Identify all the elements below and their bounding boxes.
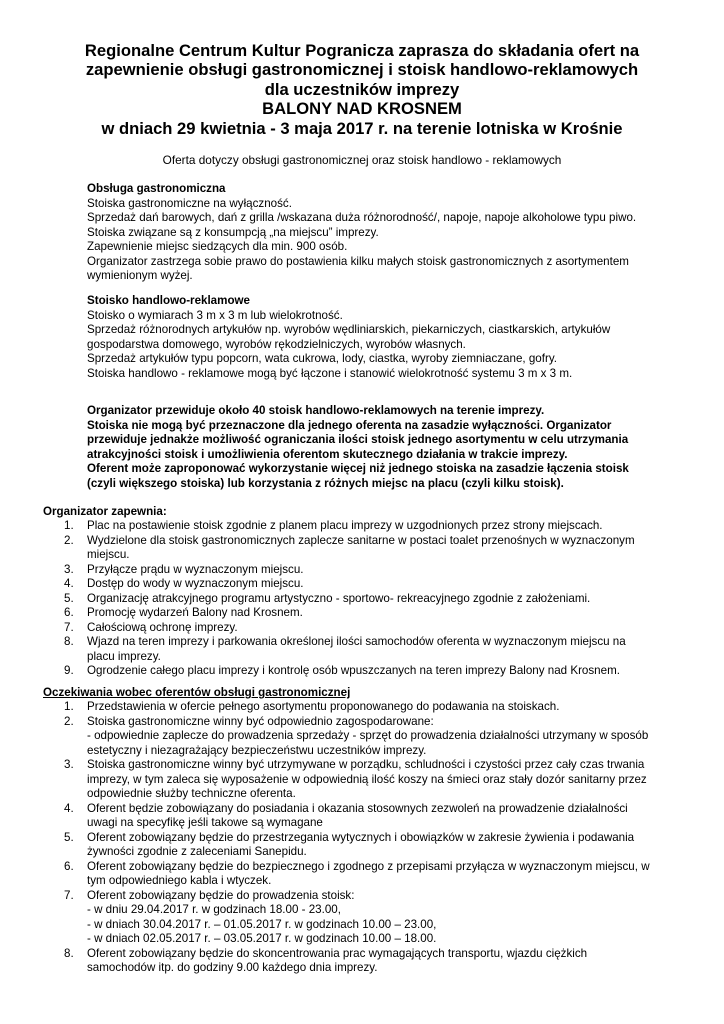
list-item-number: 9. [64,664,74,677]
list-item-number: 3. [64,758,74,771]
list-item-text: Promocję wydarzeń Balony nad Krosnem. [87,606,303,619]
list-item-number: 4. [64,577,74,590]
gastronomy-line: Stoiska gastronomiczne na wyłączność. [87,196,292,210]
list-item-text: - odpowiednie zaplecze do prowadzenia sprzedaży - sprzęt do prowadzenia działalności utrzymany w sposób [87,729,649,742]
gastronomy-line: Zapewnienie miejsc siedzących dla min. 900 osób. [87,240,348,253]
list-item-number: 6. [64,859,74,873]
expectation-item [43,802,673,831]
document-header [40,41,684,138]
list-item-text: samochodów itp. do godziny 9.00 każdego dnia imprezy. [87,961,378,974]
list-item-text: Ogrodzenie całego placu imprezy i kontrolę osób wpuszczanych na teren imprezy Balony nad Krosnem. [87,664,620,677]
list-item-text: estetyczny i niezagrażający bezpieczeństwu uczestników imprezy. [87,743,427,757]
expectations-list [43,700,673,976]
header-dates-location: w dniach 29 kwietnia - 3 maja 2017 r. na terenie lotniska w Krośnie [101,118,623,138]
list-item-text: Oferent zobowiązany będzie do prowadzenia stoisk: [87,888,355,902]
expectation-item [43,715,673,759]
list-item-text: Przyłącze prądu w wyznaczonym miejscu. [87,562,304,576]
organizer-provides-item [43,563,673,578]
list-item-text: - w dniach 30.04.2017 r. – 01.05.2017 r. w godzinach 10.00 – 23.00, [87,917,437,931]
expectation-item [43,700,673,715]
organizer-provides-item [43,592,673,607]
list-item-text: Oferent zobowiązany będzie do skoncentrowania prac wymagających transportu, wjazdu ciężkich [87,946,588,960]
header-line-2: zapewnienie obsługi gastronomicznej i stoisk handlowo-reklamowych [85,60,639,80]
gastronomy-line: Stoiska związane są z konsumpcją „na miejscu” imprezy. [87,225,379,239]
trade-stand-line: Stoiska handlowo - reklamowe mogą być łączone i stanowić wielokrotność systemu 3 m x 3 m. [87,366,573,380]
trade-stand-section [87,294,687,381]
notice-line: atrakcyjności stoisk i umożliwienia oferentom skutecznego działania w trakcie imprezy. [87,447,568,461]
trade-stand-line: Sprzedaż różnorodnych artykułów np. wyrobów wędliniarskich, piekarniczych, ciastkarskich, artykułów [87,323,611,336]
list-item-text: Przedstawienia w ofercie pełnego asortymentu proponowanego do podawania na stoiskach. [87,700,560,713]
organizer-provides-item [43,577,673,592]
list-item-text: żywności zgodnie z zaleceniami Sanepidu. [87,845,307,858]
list-item-number: 5. [64,830,74,844]
expectations-title: Oczekiwania wobec oferentów obsługi gastronomicznej [43,686,351,699]
list-item-number: 8. [64,946,74,960]
list-item-text: Wjazd na teren imprezy i parkowania określonej ilości samochodów oferenta w wyznaczonym miejscu na [87,635,626,648]
list-item-text: Oferent zobowiązany będzie do przestrzegania wytycznych i obowiązków w zakresie żywienia i podawania [87,830,635,844]
list-item-number: 7. [64,888,74,902]
document-subtitle: Oferta dotyczy obsługi gastronomicznej oraz stoisk handlowo - reklamowych [162,153,562,167]
list-item-number: 2. [64,714,74,728]
list-item-number: 7. [64,620,74,634]
header-line-1: Regionalne Centrum Kultur Pogranicza zaprasza do składania ofert na [84,41,640,60]
list-item-text: imprezy, w tym zaleca się wyposażenie w odpowiednią ilość koszy na śmieci oraz stały dozór sanitarny przez [87,772,647,786]
list-item-text: odpowiednie służby techniczne oferenta. [87,787,296,800]
gastronomy-title: Obsługa gastronomiczna [87,182,226,195]
list-item-number: 4. [64,801,74,815]
organizer-provides-item [43,664,673,679]
trade-stand-line: Stoisko o wymiarach 3 m x 3 m lub wielokrotność. [87,308,343,322]
gastronomy-line: wymienionym wyżej. [87,269,193,282]
organizer-provides-title: Organizator zapewnia: [43,505,167,518]
list-item-text: Wydzielone dla stoisk gastronomicznych zaplecze sanitarne w postaci toalet przenośnych w wyznaczonym [87,533,635,547]
notice-line: (czyli większego stoiska) lub korzystania z różnych miejsc na placu (czyli kilku stoisk). [87,476,564,490]
notice-line: przewiduje jednakże możliwość ograniczania ilości stoisk jednego asortymentu w celu utrzymania [87,433,629,446]
list-item-number: 1. [64,700,74,713]
gastronomy-line: Sprzedaż dań barowych, dań z grilla /wskazana duża różnorodność/, napoje, napoje alkoholowe typu piwo. [87,211,637,224]
trade-stand-line: gospodarstwa domowego, wyrobów rękodzielniczych, wyrobów własnych. [87,337,466,351]
list-item-text: uwagi na specyfikę jeśli takowe są wymagane [87,816,323,829]
list-item-text: - w dniu 29.04.2017 r. w godzinach 18.00 - 23.00, [87,903,341,916]
organizer-provides-item [43,635,673,664]
trade-stand-line: Sprzedaż artykułów typu popcorn, wata cukrowa, lody, ciastka, wyroby ziemniaczane, gofry. [87,352,557,365]
list-item-number: 8. [64,635,74,648]
list-item-text: Całościową ochronę imprezy. [87,620,238,634]
list-item-text: Dostęp do wody w wyznaczonym miejscu. [87,577,304,590]
list-item-number: 2. [64,533,74,547]
list-item-text: Organizację atrakcyjnego programu artystyczno - sportowo- rekreacyjnego zgodnie z założeniami. [87,591,591,605]
organizer-provides-item [43,519,673,534]
expectation-item [43,831,673,860]
list-item-text: placu imprezy. [87,649,161,663]
list-item-text: tym odpowiedniego kabla i wtyczek. [87,874,272,887]
expectation-item [43,889,673,947]
list-item-number: 5. [64,591,74,605]
gastronomy-section [87,182,687,284]
list-item-text: Stoiska gastronomiczne winny być odpowiednio zagospodarowane: [87,714,434,728]
organizer-notice [87,404,687,491]
gastronomy-line: Organizator zastrzega sobie prawo do postawienia kilku małych stoisk gastronomicznych z asortymentem [87,254,629,268]
list-item-number: 1. [64,519,74,532]
header-line-3: dla uczestników imprezy [264,79,460,99]
expectation-item [43,758,673,802]
organizer-provides-list [43,519,673,679]
notice-line: Organizator przewiduje około 40 stoisk handlowo-reklamowych na terenie imprezy. [87,404,545,417]
expectation-item [43,860,673,889]
expectation-item [43,947,673,976]
list-item-number: 3. [64,562,74,576]
list-item-text: Plac na postawienie stoisk zgodnie z planem placu imprezy w uzgodnionych przez strony miejscach. [87,519,603,532]
organizer-provides-item [43,534,673,563]
list-item-text: Oferent zobowiązany będzie do bezpiecznego i zgodnego z przepisami przyłącza w wyznaczonym miejscu, w [87,859,650,873]
list-item-text: - w dniach 02.05.2017 r. – 03.05.2017 r. w godzinach 10.00 – 18.00. [87,932,437,945]
notice-line: Oferent może zaproponować wykorzystanie więcej niż jednego stoiska na zasadzie łączenia stoisk [87,462,629,475]
list-item-text: Oferent będzie zobowiązany do posiadania i okazania stosownych zezwoleń na prowadzenie działalności [87,801,628,815]
trade-stand-title: Stoisko handlowo-reklamowe [87,294,250,307]
list-item-number: 6. [64,606,74,619]
organizer-provides-item [43,621,673,636]
list-item-text: miejscu. [87,548,130,561]
notice-line: Stoiska nie mogą być przeznaczone dla jednego oferenta na zasadzie wyłączności. Organizator [87,418,612,432]
header-event-name: BALONY NAD KROSNEM [262,99,462,119]
list-item-text: Stoiska gastronomiczne winny być utrzymywane w porządku, schludności i czystości przez cały czas trwania [87,758,645,771]
organizer-provides-item [43,606,673,621]
